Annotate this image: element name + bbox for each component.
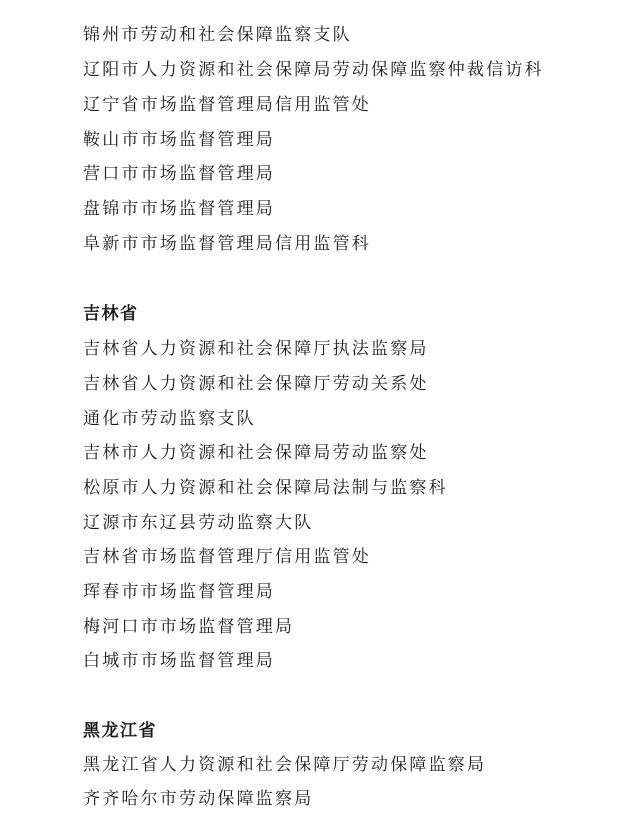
list-item: 辽源市东辽县劳动监察大队	[83, 513, 314, 533]
list-item: 吉林省市场监督管理厅信用监管处	[83, 547, 371, 567]
section-heading-heilongjiang: 黑龙江省	[83, 721, 157, 741]
list-item: 吉林省人力资源和社会保障厅执法监察局	[83, 339, 429, 359]
list-item: 通化市劳动监察支队	[83, 409, 256, 429]
section-heading-jilin: 吉林省	[83, 304, 139, 324]
list-item: 盘锦市市场监督管理局	[83, 199, 275, 219]
list-item: 锦州市劳动和社会保障监察支队	[83, 25, 352, 45]
list-item: 白城市市场监督管理局	[83, 651, 275, 671]
list-item: 吉林省人力资源和社会保障厅劳动关系处	[83, 374, 429, 394]
list-item: 松原市人力资源和社会保障局法制与监察科	[83, 478, 448, 498]
list-item: 吉林市人力资源和社会保障局劳动监察处	[83, 443, 429, 463]
list-item: 阜新市市场监督管理局信用监管科	[83, 234, 371, 254]
list-item: 珲春市市场监督管理局	[83, 582, 275, 602]
list-item: 黑龙江省人力资源和社会保障厅劳动保障监察局	[83, 755, 487, 775]
list-item: 鞍山市市场监督管理局	[83, 130, 275, 150]
list-item: 梅河口市市场监督管理局	[83, 617, 295, 637]
list-item: 齐齐哈尔市劳动保障监察局	[83, 789, 314, 809]
list-item: 营口市市场监督管理局	[83, 164, 275, 184]
list-item: 辽阳市人力资源和社会保障局劳动保障监察仲裁信访科	[83, 60, 544, 80]
list-item: 辽宁省市场监督管理局信用监管处	[83, 95, 371, 115]
